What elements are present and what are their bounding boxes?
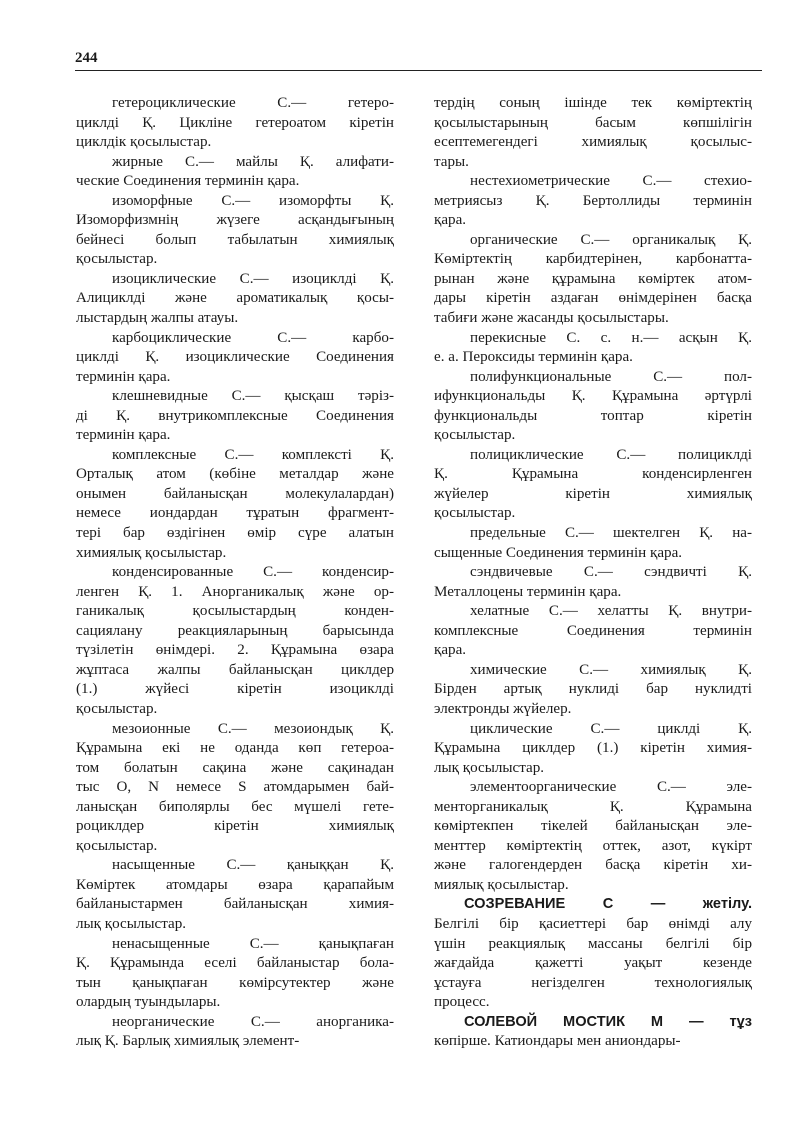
entry-line: гетероциклические С.— гетеро- (112, 95, 394, 111)
entry-line: түзілетін өнімдері. 2. Құрамына өзара (76, 642, 394, 659)
entry-line: қосылыстар. (76, 700, 158, 717)
entry-line: клешневидные С.— қысқаш тәріз- (112, 388, 394, 405)
entry-line: бейнесі болып табылатын химиялық (76, 231, 394, 248)
entry-line: процесс. (434, 994, 490, 1011)
dictionary-entry (76, 94, 394, 153)
entry-line: менторганикалық Қ. Құрамына (434, 798, 752, 815)
entry-line: неорганические С.— анорганика- (112, 1013, 394, 1030)
entry-line: ганикалық қосылыстардың конден- (76, 603, 394, 620)
dictionary-entry (434, 720, 752, 779)
entry-line: жүйелер кіретін химиялық (434, 485, 752, 502)
entry-line: циклді Қ. Цикліне гетероатом кіретін (76, 114, 394, 131)
entry-line: лыстардың жалпы атауы. (76, 310, 239, 327)
entry-line: қосылыстарының басым көпшілігін (434, 114, 752, 131)
entry-line: көпірше. Катиондары мен аниондары- (434, 1033, 681, 1050)
entry-line: предельные С.— шектелген Қ. на- (470, 525, 752, 542)
entry-line: роциклдер кіретін химиялық (76, 818, 394, 835)
entry-line: нестехиометрические С.— стехио- (470, 173, 752, 190)
entry-line: изоциклические С.— изоциклді Қ. (112, 270, 394, 287)
entry-line: есептемегендегі химиялық қосылыс- (434, 134, 752, 151)
entry-line: комплексные С.— комплексті Қ. (112, 446, 394, 463)
entry-line: тыс O, N немесе S атомдарымен бай- (76, 779, 394, 796)
dictionary-entry (434, 563, 752, 602)
entry-line: Қ. Құрамында еселі байланыстар бола- (76, 955, 394, 972)
entry-line: сэндвичевые С.— сэндвичті Қ. (470, 564, 752, 581)
entry-line: Бірден артық нуклиді бар нуклидті (434, 681, 752, 698)
entry-line: жұптаса жалпы байланысқан циклдер (76, 661, 394, 678)
entry-line: метриясыз Қ. Бертоллиды терминін (434, 192, 752, 209)
entry-line: том болатын сақина және сақинадан (76, 759, 394, 776)
page-number: 244 (75, 50, 98, 66)
entry-line: ланысқан биполярлы бес мүшелі гете- (76, 798, 394, 815)
entry-line: комплексные Соединения терминін (434, 622, 752, 639)
entry-line: қосылыстар. (76, 251, 158, 268)
header-rule (75, 70, 762, 71)
dictionary-entry (76, 563, 394, 719)
entry-line: карбоциклические С.— карбо- (112, 329, 394, 346)
dictionary-entry (434, 524, 752, 563)
entry-line: полифункциональные С.— пол- (470, 368, 752, 385)
entry-line: Алициклді және ароматикалық қосы- (76, 290, 394, 307)
entry-line: Көміртек атомдары өзара қарапайым (76, 876, 394, 893)
entry-line: олардың туындылары. (76, 994, 221, 1011)
entry-line: сациялану реакцияларының барысында (76, 622, 394, 639)
entry-line: рынан және құрамына көміртек атом- (434, 270, 752, 287)
entry-line: химиялық қосылыстар. (76, 544, 227, 561)
entry-line: терминін қара. (76, 368, 171, 385)
entry-line: тердің соның ішінде тек көміртектің (434, 95, 752, 111)
entry-line: миялық қосылыстар. (434, 876, 569, 893)
entry-line: функциональды топтар кіретін (434, 407, 752, 424)
entry-line: изоморфные С.— изоморфты Қ. (112, 192, 394, 209)
entry-line: органические С.— органикалық Қ. (470, 231, 752, 248)
dictionary-entry (76, 387, 394, 446)
entry-line: немесе иондардан тұратын фрагмент- (76, 505, 394, 522)
entry-line: хелатные С.— хелатты Қ. внутри- (470, 603, 752, 620)
right-column (434, 94, 752, 1052)
dictionary-entry (434, 94, 752, 172)
entry-line: перекисные С. с. н.— асқын Қ. (470, 329, 752, 346)
entry-line: көміртекпен тікелей байланысқан эле- (434, 818, 752, 835)
dictionary-entry (76, 856, 394, 934)
entry-line: мезоионные С.— мезоиондық Қ. (112, 720, 394, 737)
entry-line: (1.) жүйесі кіретін изоциклді (76, 681, 394, 698)
entry-line: полициклические С.— полициклді (470, 446, 752, 463)
dictionary-entry (76, 153, 394, 192)
entry-line: элементоорганические С.— эле- (470, 779, 752, 796)
entry-line: электронды жүйелер. (434, 700, 572, 717)
entry-line: Изоморфизмнің жүзеге асқандығының (76, 212, 394, 229)
entry-line: Көміртектің карбидтерінен, карбонатта- (434, 251, 752, 268)
entry-line: жирные С.— майлы Қ. алифати- (112, 153, 394, 170)
entry-line: насыщенные С.— қаныққан Қ. (112, 857, 394, 874)
dictionary-entry (434, 602, 752, 661)
entry-line: менттер көміртектің оттек, азот, күкірт (434, 837, 752, 854)
entry-line: қара. (434, 642, 467, 659)
dictionary-entry (76, 720, 394, 857)
entry-line: ифункциональды Қ. Құрамына әртүрлі (434, 388, 752, 405)
entry-line: СОЗРЕВАНИЕ С — жетілу. (464, 896, 752, 913)
dictionary-entry (434, 446, 752, 524)
entry-line: циклические С.— циклді Қ. (470, 720, 752, 737)
headword-entry (434, 1013, 752, 1052)
dictionary-entry (434, 329, 752, 368)
entry-line: және галогендерден басқа кіретін хи- (434, 857, 752, 874)
entry-line: тын қанықпаған көмірсутектер және (76, 974, 394, 991)
entry-line: қосылыстар. (434, 505, 516, 522)
entry-line: лық қосылыстар. (434, 759, 545, 776)
dictionary-entry (76, 329, 394, 388)
entry-line: ческие Соединения терминін қара. (76, 173, 300, 190)
entry-line: ұстауға негізделген технологиялық (434, 974, 752, 991)
entry-line: ленген Қ. 1. Анорганикалық және ор- (76, 583, 394, 600)
entry-line: жағдайда қажетті уақыт кезенде (434, 955, 752, 972)
entry-line: қосылыстар. (76, 837, 158, 854)
dictionary-entry (76, 270, 394, 329)
entry-line: лық Қ. Барлық химиялық элемент- (76, 1033, 300, 1050)
entry-line: Құрамына циклдер (1.) кіретін химия- (434, 740, 752, 757)
entry-line: циклді Қ. изоциклические Соединения (76, 349, 394, 366)
entry-line: Белгілі бір қасиеттері бар өнімді алу (434, 915, 752, 932)
entry-line: үшін реакциялық массаны белгілі бір (434, 935, 752, 952)
entry-line: Құрамына екі не оданда көп гетероа- (76, 740, 394, 757)
dictionary-entry (434, 778, 752, 895)
entry-line: байланыстармен байланысқан химия- (76, 896, 394, 913)
entry-line: табиғи және жасанды қосылыстары. (434, 310, 669, 327)
dictionary-entry (76, 192, 394, 270)
dictionary-entry (434, 231, 752, 329)
headword-entry (434, 895, 752, 1012)
entry-line: тері бар өздігінен өмір сүре алатын (76, 525, 394, 542)
dictionary-entry (76, 446, 394, 563)
entry-line: тары. (434, 153, 469, 170)
dictionary-entry (76, 1013, 394, 1052)
entry-line: Қ. Құрамына конденсирленген (434, 466, 752, 483)
entry-line: конденсированные С.— конденсир- (112, 564, 394, 581)
entry-line: қосылыстар. (434, 427, 516, 444)
entry-line: ді Қ. внутрикомплексные Соединения (76, 407, 394, 424)
entry-line: циклдік қосылыстар. (76, 134, 212, 151)
entry-line: қара. (434, 212, 467, 229)
left-column (76, 94, 394, 1052)
entry-line: ненасыщенные С.— қанықпаған (112, 935, 394, 952)
entry-line: СОЛЕВОЙ МОСТИК М — тұз (464, 1013, 752, 1030)
entry-line: химические С.— химиялық Қ. (470, 661, 752, 678)
dictionary-entry (434, 661, 752, 720)
entry-line: терминін қара. (76, 427, 171, 444)
dictionary-entry (434, 368, 752, 446)
entry-line: Металлоцены терминін қара. (434, 583, 622, 600)
entry-line: е. а. Пероксиды терминін қара. (434, 349, 633, 366)
entry-line: онымен байланысқан молекулалардан) (76, 485, 394, 502)
entry-line: Орталық атом (көбіне металдар және (76, 466, 394, 483)
entry-line: лық қосылыстар. (76, 915, 187, 932)
entry-line: дары кіретін аздаған өнімдерінен басқа (434, 290, 752, 307)
dictionary-entry (434, 172, 752, 231)
dictionary-entry (76, 935, 394, 1013)
entry-line: сыщенные Соединения терминін қара. (434, 544, 683, 561)
